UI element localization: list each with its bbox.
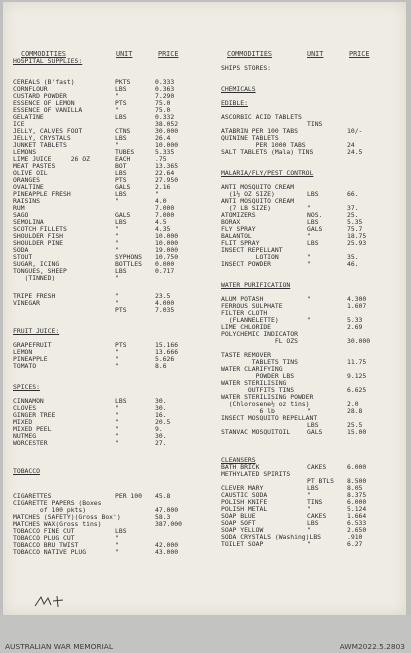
item-price: 66.	[347, 190, 359, 198]
item-name: TASTE REMOVER	[221, 351, 272, 359]
item-unit: GALS	[307, 225, 323, 233]
item-name: TOBACCO BRU TWIST	[13, 541, 79, 549]
item-name: TOBACCO FINE CUT	[13, 527, 75, 535]
item-price: 30.000	[155, 127, 179, 135]
item-unit: GALS	[307, 428, 323, 436]
item-unit: PTS	[115, 306, 127, 314]
section-heading: HOSPITAL SUPPLIES:	[13, 57, 83, 65]
item-name: ANTI MOSQUITO CREAM	[221, 183, 295, 191]
item-name: SCOTCH FILLETS	[13, 225, 67, 233]
item-unit: "	[115, 404, 119, 412]
item-unit: CTNS	[115, 127, 131, 135]
item-price: 25.5	[347, 421, 363, 429]
item-price: 4.5	[155, 218, 167, 226]
item-unit: LBS	[115, 190, 127, 198]
item-name: ICE	[13, 120, 25, 128]
item-name: POWDER LBS	[221, 372, 295, 380]
item-price: 0.000	[155, 260, 175, 268]
item-price: 15.00	[347, 428, 367, 436]
item-name: (7 LB SIZE)	[221, 204, 272, 212]
item-price: 75.0	[155, 99, 171, 107]
item-price: 8.6	[155, 362, 167, 370]
item-unit: "	[307, 526, 311, 534]
item-name: of 100 pkts)	[13, 506, 87, 514]
item-unit: "	[115, 274, 119, 282]
item-unit: "	[115, 239, 119, 247]
item-name: WATER CLARIFYING	[221, 365, 283, 373]
header-unit-right: UNIT	[307, 50, 324, 58]
item-price: 2.0	[347, 400, 359, 408]
item-price: 7.000	[155, 204, 175, 212]
item-name: VINEGAR	[13, 299, 40, 307]
item-price: 2.69	[347, 323, 363, 331]
item-name: TRIPE FRESH	[13, 292, 56, 300]
item-unit: LBS	[307, 519, 319, 527]
item-name: SEMOLINA	[13, 218, 44, 226]
item-unit: "	[115, 106, 119, 114]
item-price: 7.000	[155, 211, 175, 219]
item-name: SODA	[13, 246, 29, 254]
item-name: FL OZS	[221, 337, 298, 345]
item-price: 8.500	[347, 477, 367, 485]
item-name: MATCHES (SAFETY)(Gross Box')	[13, 513, 121, 521]
item-name: ESSENCE OF LEMON	[13, 99, 75, 107]
item-unit: "	[115, 141, 119, 149]
item-name: WATER STERILISING	[221, 379, 287, 387]
item-unit: TUBES	[115, 148, 135, 156]
item-unit: "	[307, 540, 311, 548]
item-unit: EACH	[115, 155, 131, 163]
item-name: WORCESTER	[13, 439, 48, 447]
item-price: 387.000	[155, 520, 182, 528]
item-price: 18.75	[347, 232, 367, 240]
item-price: 30.	[155, 397, 167, 405]
item-name: STOUT	[13, 253, 33, 261]
item-price: 15.166	[155, 341, 179, 349]
item-unit: "	[115, 92, 119, 100]
item-name: RAISINS	[13, 197, 40, 205]
item-name: BORAX	[221, 218, 241, 226]
item-name: CINNAMON	[13, 397, 44, 405]
item-name: MATCHES WAX(Gross tins)	[13, 520, 102, 528]
item-name: BATH BRICK	[221, 463, 260, 471]
item-unit: "	[115, 439, 119, 447]
item-price: 5.124	[347, 505, 367, 513]
item-price: 6.27	[347, 540, 363, 548]
item-unit: "	[307, 260, 311, 268]
item-price: 46.	[347, 260, 359, 268]
item-name: MIXED	[13, 418, 33, 426]
item-price: 10.750	[155, 253, 179, 261]
item-unit: "	[115, 418, 119, 426]
item-name: ESSENCE OF VANILLA	[13, 106, 83, 114]
item-name: POLISH KNIFE	[221, 498, 268, 506]
item-unit: BOT	[115, 162, 127, 170]
item-name: TOILET SOAP	[221, 540, 264, 548]
item-unit: PT BTLS	[307, 477, 334, 485]
item-unit: LBS	[307, 218, 319, 226]
item-unit: "	[115, 541, 119, 549]
item-price: 5.335	[155, 148, 175, 156]
item-price: 7.035	[155, 306, 175, 314]
item-name: STANVAC MOSQUITOIL	[221, 428, 291, 436]
item-name: ATOMIZERS	[221, 211, 256, 219]
item-unit: "	[115, 548, 119, 556]
item-price: 4.35	[155, 225, 171, 233]
item-price: 13.666	[155, 348, 179, 356]
item-price: 26.4	[155, 134, 171, 142]
item-price: 1.607	[347, 302, 367, 310]
item-unit: PTS	[115, 99, 127, 107]
header-price-right: PRICE	[349, 50, 370, 58]
item-price: 30.000	[347, 337, 371, 345]
item-unit: CAKES	[307, 512, 327, 520]
item-price: 0.333	[155, 78, 175, 86]
item-name: WATER STERILISING POWDER	[221, 393, 314, 401]
item-price: 58.3	[155, 513, 171, 521]
archive-footer	[0, 615, 411, 653]
item-name: FLY SPRAY	[221, 225, 256, 233]
item-unit: "	[115, 197, 119, 205]
item-name: BALANTOL	[221, 232, 252, 240]
item-price: 10.000	[155, 141, 179, 149]
item-name: INSECT POWDER	[221, 260, 272, 268]
item-name: FILTER CLOTH	[221, 309, 268, 317]
item-price: 24.5	[347, 148, 363, 156]
section-heading: EDIBLE:	[221, 99, 248, 107]
item-price: 4.300	[347, 295, 367, 303]
item-name: PINEAPPLE	[13, 355, 48, 363]
item-name: CORNFLOUR	[13, 85, 48, 93]
item-name: MEAT PASTES	[13, 162, 56, 170]
item-name: ANTI MOSQUITO CREAM	[221, 197, 295, 205]
item-price: 2.650	[347, 526, 367, 534]
item-price: 30.	[155, 432, 167, 440]
item-price: 9.125	[347, 372, 367, 380]
item-unit: "	[307, 204, 311, 212]
item-name: POLISH METAL	[221, 505, 268, 513]
item-name: CUSTARD POWDER	[13, 92, 67, 100]
item-unit: LBS	[115, 397, 127, 405]
item-name: JELLY, CALVES FOOT	[13, 127, 83, 135]
item-price: 35.	[347, 253, 359, 261]
item-name: LEMONS	[13, 148, 37, 156]
item-name: JUNKET TABLETS	[13, 141, 67, 149]
item-name: OUTFITS TINS	[221, 386, 295, 394]
item-name: ATABRIN PER 100 TABS	[221, 127, 298, 135]
item-name: SUGAR, ICING	[13, 260, 60, 268]
header-unit-left: UNIT	[116, 50, 133, 58]
item-name: NUTMEG	[13, 432, 37, 440]
item-price: 45.8	[155, 492, 171, 500]
item-name: METHYLATED SPIRITS	[221, 470, 291, 478]
item-unit: SYPHONS	[115, 253, 142, 261]
item-unit: PTS	[115, 176, 127, 184]
item-price: 6.533	[347, 519, 367, 527]
item-name: LEMON	[13, 348, 33, 356]
item-price: 30.	[155, 404, 167, 412]
header-commodities-left: COMMODITIES	[21, 50, 67, 58]
item-unit: LBS	[115, 169, 127, 177]
item-name: TOBACCO NATIVE PLUG	[13, 548, 87, 556]
item-name: SAGO	[13, 211, 29, 219]
item-price: 75.0	[155, 106, 171, 114]
item-unit: PTS	[115, 341, 127, 349]
item-name: SALT TABLETS (Mala) TINS	[221, 148, 314, 156]
item-name: CLOVES	[13, 404, 37, 412]
item-unit: LBS	[115, 85, 127, 93]
item-price: 5.626	[155, 355, 175, 363]
item-price: 42.000	[155, 541, 179, 549]
item-name: INSECT MOSQUITO REPELLANT	[221, 414, 318, 422]
item-unit: LBS	[115, 134, 127, 142]
item-name: SOAP SOFT	[221, 519, 256, 527]
document-page	[3, 2, 406, 615]
section-heading: MALARIA/FLY/PEST CONTROL	[221, 169, 314, 177]
item-name: SODA CRYSTALS (Washing)LBS	[221, 533, 322, 541]
item-price: 27.	[155, 439, 167, 447]
item-price: 0.717	[155, 267, 175, 275]
item-unit: GALS	[115, 211, 131, 219]
item-price: 1.664	[347, 512, 367, 520]
item-price: 25.93	[347, 239, 367, 247]
item-name: TONGUES, SHEEP	[13, 267, 67, 275]
item-price: 4.000	[155, 299, 175, 307]
item-name: TOMATO	[13, 362, 37, 370]
item-price: 27.950	[155, 176, 179, 184]
item-unit: "	[115, 348, 119, 356]
section-heading: WATER PURIFICATION	[221, 281, 291, 289]
item-unit: "	[307, 295, 311, 303]
item-name: CAUSTIC SODA	[221, 491, 268, 499]
item-unit: LBS	[115, 113, 127, 121]
item-unit: "	[307, 316, 311, 324]
item-price: 0.363	[155, 85, 175, 93]
item-price: 43.000	[155, 548, 179, 556]
item-name: ORANGES	[13, 176, 40, 184]
item-price: 47.000	[155, 506, 179, 514]
item-unit: "	[115, 299, 119, 307]
item-price: 19.000	[155, 246, 179, 254]
item-name: FERROUS SULPHATE	[221, 302, 283, 310]
item-unit: LBS	[307, 239, 319, 247]
item-price: 10/-	[347, 127, 363, 135]
item-name: OLIVE OIL	[13, 169, 48, 177]
item-name: (Chlorosene½ oz tins)	[221, 400, 310, 408]
item-unit: LBS	[307, 421, 319, 429]
item-name: PER 1000 TABS	[221, 141, 306, 149]
item-unit: PER 100	[115, 492, 142, 500]
item-unit: TINS	[307, 498, 323, 506]
item-name: (FLANNELETTE)	[221, 316, 279, 324]
item-name: TOBACCO PLUG CUT	[13, 534, 75, 542]
item-name: CIGARETTES	[13, 492, 52, 500]
item-name: SOAP YELLOW	[221, 526, 264, 534]
item-price: 8.375	[347, 491, 367, 499]
item-name: SHOULDER PINE	[13, 239, 64, 247]
item-unit: "	[115, 411, 119, 419]
item-unit: "	[307, 505, 311, 513]
section-heading: FRUIT JUICE:	[13, 327, 60, 335]
item-name: LIME CHLORIDE	[221, 323, 272, 331]
item-name: FLIT SPRAY	[221, 239, 260, 247]
item-name: QUININE TABLETS	[221, 134, 279, 142]
item-name: 6 lb	[221, 407, 275, 415]
item-unit: TINS	[307, 120, 323, 128]
item-unit: LBS	[307, 484, 319, 492]
item-name: INSECT REPELLANT	[221, 246, 283, 254]
item-price: 8.05	[347, 484, 363, 492]
item-unit: "	[115, 292, 119, 300]
item-unit: "	[115, 225, 119, 233]
item-name: GRAPEFRUIT	[13, 341, 52, 349]
item-price: .75	[155, 155, 167, 163]
item-unit: "	[307, 407, 311, 415]
item-price: 10.000	[155, 232, 179, 240]
item-name: CLEVER MARY	[221, 484, 264, 492]
item-price: 11.75	[347, 358, 367, 366]
item-name: SHOULDER FISH	[13, 232, 64, 240]
item-price: 10.000	[155, 239, 179, 247]
item-price: 24	[347, 141, 355, 149]
item-name: (1½ OZ SIZE)	[221, 190, 275, 198]
header-price-left: PRICE	[158, 50, 179, 58]
item-unit: LBS	[115, 527, 127, 535]
item-unit: PKTS	[115, 78, 131, 86]
item-price: 9.	[155, 425, 163, 433]
item-unit: "	[115, 355, 119, 363]
item-unit: "	[115, 362, 119, 370]
item-name: OVALTINE	[13, 183, 44, 191]
item-name: (TINNED)	[13, 274, 56, 282]
item-unit: "	[115, 246, 119, 254]
footer-accession-number: AWM2022.5.2803	[339, 642, 405, 651]
item-name: LIME JUICE 26 OZ	[13, 155, 90, 163]
item-unit: "	[307, 232, 311, 240]
item-price: 38.052	[155, 120, 179, 128]
item-name: JELLY, CRYSTALS	[13, 134, 71, 142]
item-price: 6.625	[347, 386, 367, 394]
item-name: GELATINE	[13, 113, 44, 121]
section-heading: CHEMICALS	[221, 85, 256, 93]
item-price: 25.	[347, 211, 359, 219]
item-price: 5.33	[347, 316, 363, 324]
item-unit: "	[115, 432, 119, 440]
item-unit: "	[307, 253, 311, 261]
item-name: POLYCHEMIC INDICATOR	[221, 330, 298, 338]
item-price: 6.000	[347, 463, 367, 471]
item-price: 16.	[155, 411, 167, 419]
item-name: MIXED PEEL	[13, 425, 52, 433]
item-price: 20.5	[155, 418, 171, 426]
item-name: ALUM POTASH	[221, 295, 264, 303]
item-price: .910	[347, 533, 363, 541]
item-price: 6.000	[347, 498, 367, 506]
item-name: TABLETS TINS	[221, 358, 298, 366]
item-price: 4.0	[155, 197, 167, 205]
item-price: 75.7	[347, 225, 363, 233]
item-price: 28.8	[347, 407, 363, 415]
item-unit: "	[115, 534, 119, 542]
item-unit: CAKES	[307, 463, 327, 471]
item-unit: BOTTLES	[115, 260, 142, 268]
item-unit: GALS	[115, 183, 131, 191]
item-price: 22.64	[155, 169, 175, 177]
item-unit: "	[307, 491, 311, 499]
item-name: SOAP BLUE	[221, 512, 256, 520]
item-price: 5.35	[347, 218, 363, 226]
item-name: CEREALS (B'fast)	[13, 78, 75, 86]
item-unit: "	[115, 232, 119, 240]
item-unit: LBS	[115, 267, 127, 275]
item-unit: NOS.	[307, 211, 323, 219]
section-heading: CLEANSERS	[221, 456, 256, 464]
footer-institution: AUSTRALIAN WAR MEMORIAL	[5, 642, 113, 651]
item-name: ASCORBIC ACID TABLETS	[221, 113, 302, 121]
item-price: 2.16	[155, 183, 171, 191]
section-heading: TOBACCO	[13, 467, 40, 475]
item-price: 0.332	[155, 113, 175, 121]
item-name: GINGER TREE	[13, 411, 56, 419]
item-price: "	[155, 190, 159, 198]
signature-scribble	[33, 592, 69, 610]
item-unit: LBS	[115, 218, 127, 226]
item-name: CIGARETTE PAPERS (Boxes	[13, 499, 102, 507]
item-unit: "	[115, 425, 119, 433]
section-heading: SPICES:	[13, 383, 40, 391]
item-price: 7.290	[155, 92, 175, 100]
item-price: 13.365	[155, 162, 179, 170]
item-name: PINEAPPLE FRESH	[13, 190, 71, 198]
item-name: LOTION	[221, 253, 279, 261]
item-price: 23.5	[155, 292, 171, 300]
item-unit: LBS	[307, 190, 319, 198]
header-commodities-right: COMMODITIES	[227, 50, 273, 58]
item-name: SHIPS STORES:	[221, 64, 272, 72]
item-price: 37.	[347, 204, 359, 212]
item-name: RUM	[13, 204, 25, 212]
